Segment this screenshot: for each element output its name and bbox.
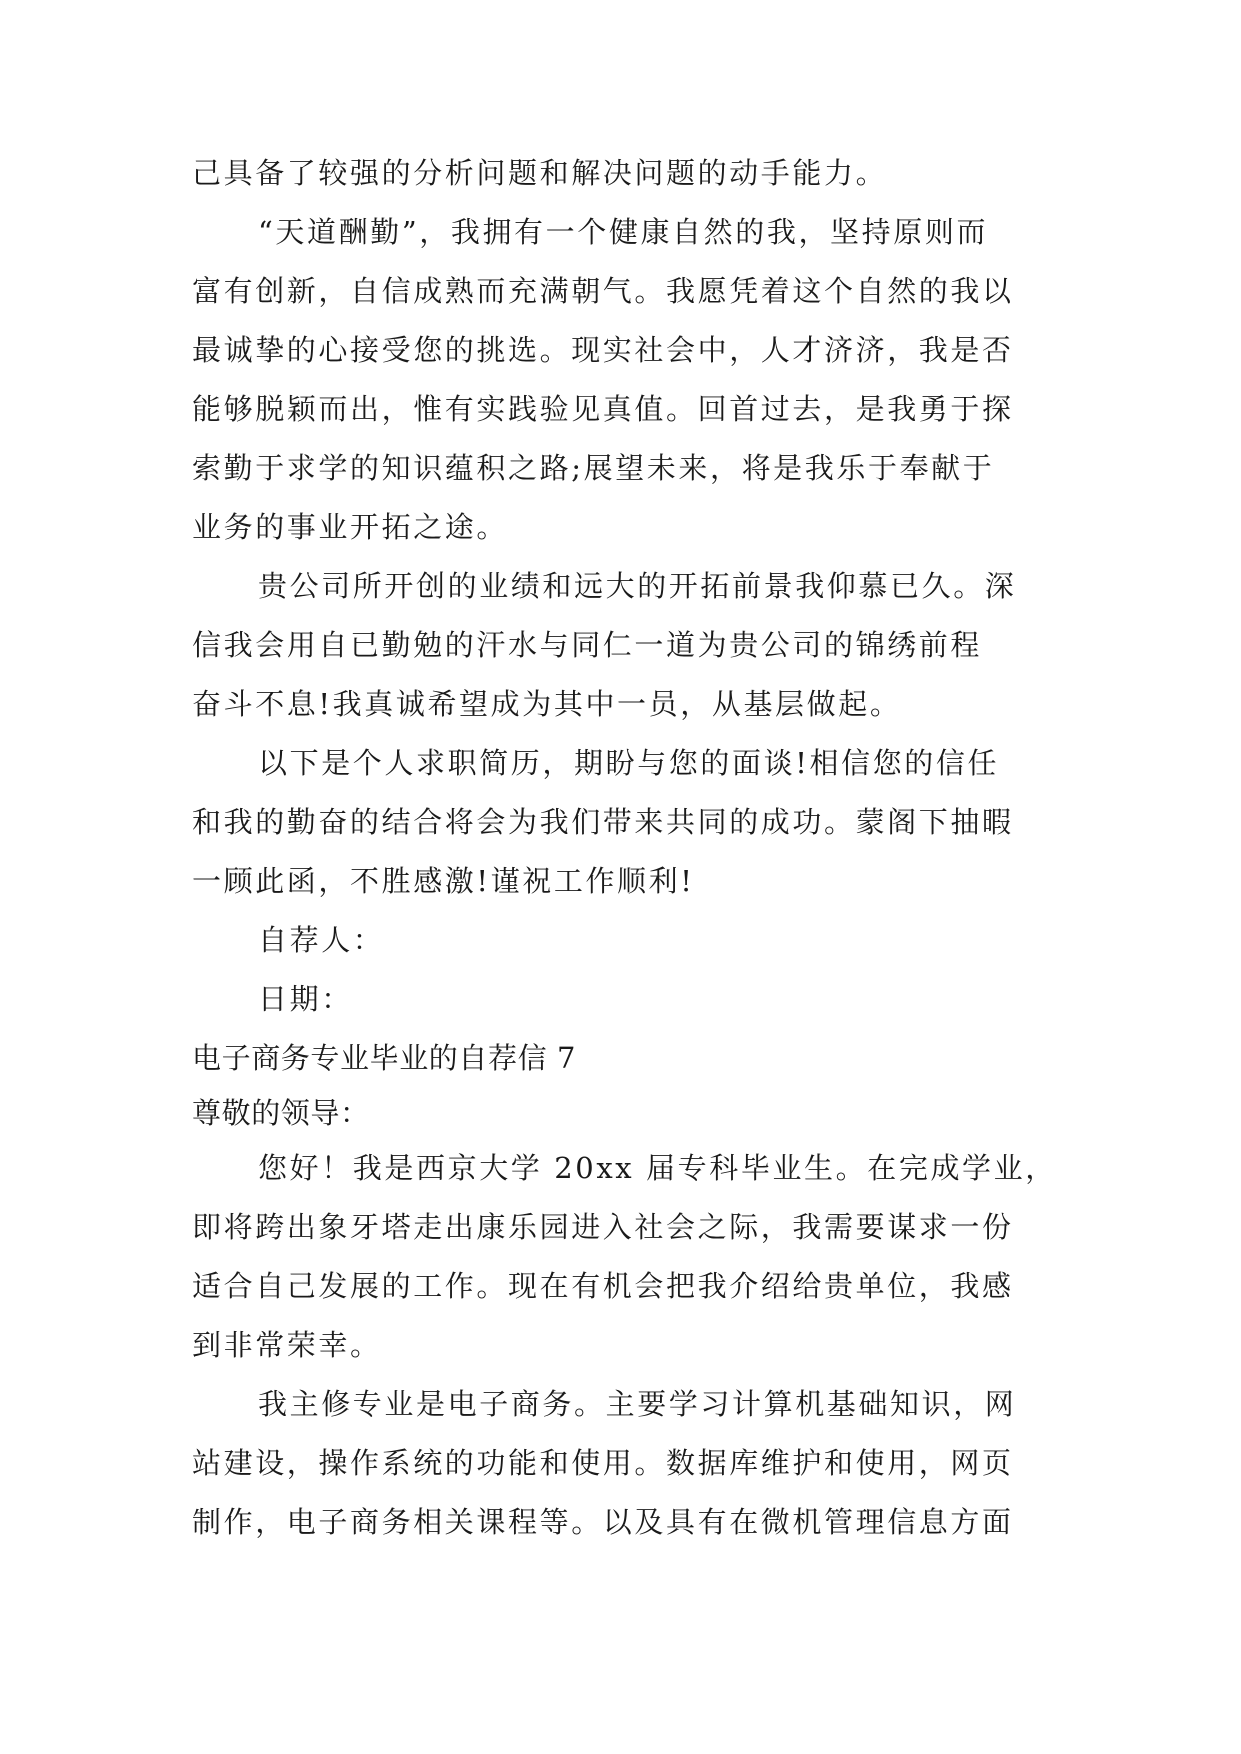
paragraph-line: 站建设，操作系统的功能和使用。数据库维护和使用，网页 — [192, 1446, 1014, 1480]
paragraph-line: 制作，电子商务相关课程等。以及具有在微机管理信息方面 — [192, 1505, 1014, 1539]
paragraph-line: 适合自己发展的工作。现在有机会把我介绍给贵单位，我感 — [192, 1269, 1014, 1303]
date-label: 日期： — [258, 982, 353, 1016]
paragraph-line: 索勤于求学的知识蕴积之路;展望未来，将是我乐于奉献于 — [192, 451, 995, 485]
paragraph-line: 能够脱颖而出，惟有实践验见真值。回首过去，是我勇于探 — [192, 392, 1014, 426]
paragraph-line: 一顾此函，不胜感激!谨祝工作顺利! — [192, 864, 695, 898]
paragraph-line: 己具备了较强的分析问题和解决问题的动手能力。 — [192, 156, 888, 190]
paragraph-line: 贵公司所开创的业绩和远大的开拓前景我仰慕已久。深 — [258, 569, 1017, 603]
signature-label: 自荐人： — [258, 923, 385, 957]
paragraph-line: 奋斗不息!我真诚希望成为其中一员，从基层做起。 — [192, 687, 902, 721]
paragraph-line: 和我的勤奋的结合将会为我们带来共同的成功。蒙阁下抽暇 — [192, 805, 1014, 839]
section-title: 电子商务专业毕业的自荐信 7 — [192, 1041, 577, 1075]
paragraph-line: 即将跨出象牙塔走出康乐园进入社会之际，我需要谋求一份 — [192, 1210, 1014, 1244]
paragraph-line: 业务的事业开拓之途。 — [192, 510, 509, 544]
paragraph-line: 最诚挚的心接受您的挑选。现实社会中，人才济济，我是否 — [192, 333, 1014, 367]
paragraph-line: 以下是个人求职简历，期盼与您的面谈!相信您的信任 — [258, 746, 1000, 780]
paragraph-line: “天道酬勤”，我拥有一个健康自然的我，坚持原则而 — [258, 215, 989, 249]
paragraph-line: 您好！我是西京大学 20xx 届专科毕业生。在完成学业， — [258, 1151, 1057, 1185]
salutation: 尊敬的领导： — [192, 1096, 370, 1130]
paragraph-line: 我主修专业是电子商务。主要学习计算机基础知识，网 — [258, 1387, 1017, 1421]
paragraph-line: 信我会用自已勤勉的汗水与同仁一道为贵公司的锦绣前程 — [192, 628, 983, 662]
paragraph-line: 到非常荣幸。 — [192, 1328, 382, 1362]
paragraph-line: 富有创新，自信成熟而充满朝气。我愿凭着这个自然的我以 — [192, 274, 1014, 308]
document-page — [192, 158, 1062, 1566]
